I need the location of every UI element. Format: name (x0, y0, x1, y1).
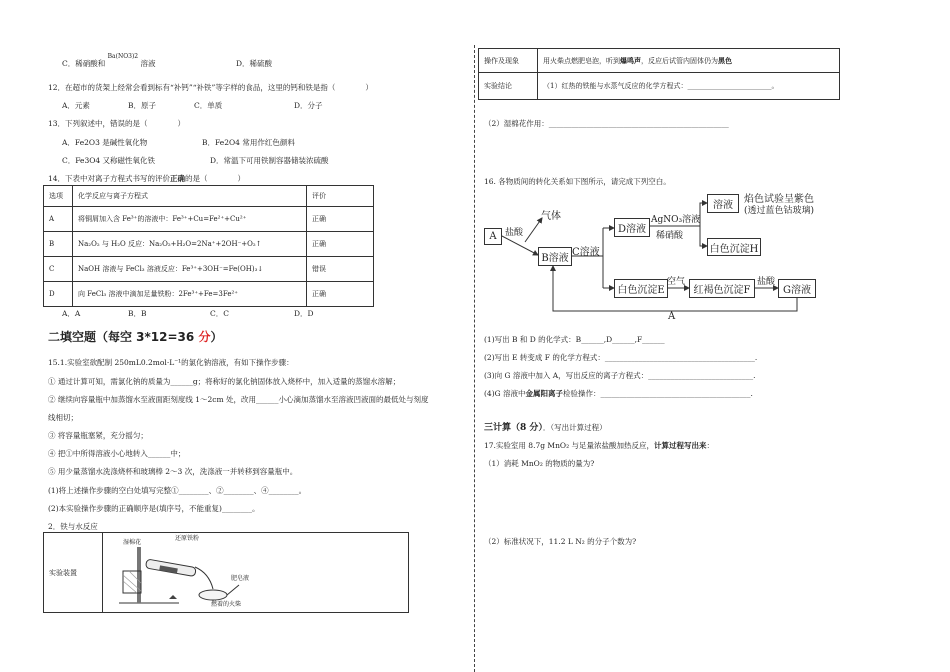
q11-c-text2: 溶液 (140, 59, 156, 68)
q12-opt-d: D．分子 (294, 101, 323, 110)
table-cell: （1）红热的铁能与水蒸气反应的化学方程式：________________________。 (538, 73, 840, 100)
node-solution: 溶液 (707, 194, 739, 213)
q17-sub-2: （2）标准状况下，11.2 L N₂ 的分子个数为? (484, 537, 637, 546)
q14-stem-c: 的是（ ） (185, 174, 246, 183)
q11-option-d: D．稀硫酸 (236, 59, 273, 68)
q11-c-formula: Ba(NO3)2 (107, 53, 139, 60)
table-cell: 正确 (307, 207, 374, 232)
section-3-heading-note: ．（写出计算过程） (542, 423, 607, 432)
q16-sub-4-bold: 金属阳离子 (525, 389, 563, 398)
label-hno3: 稀硝酸 (656, 231, 684, 241)
q15-step-1: ① 通过计算可知，需氯化钠的质量为______g；将称好的氯化钠固体放入烧杯中，加入适量的蒸馏水溶解； (48, 377, 401, 386)
q15-sub-1: (1)将上述操作步骤的空白处填写完整①________、②________、④________。 (48, 486, 307, 495)
table-header-cell: 选项 (44, 186, 73, 207)
section-3-heading (484, 420, 607, 433)
q15-step-5: ⑤ 用少量蒸馏水洗涤烧杯和玻璃棒 2～3 次，洗涤液一并转移到容量瓶中。 (48, 467, 298, 476)
q14-opt-d: D．D (294, 309, 314, 318)
q13-opt-a: A．Fe2O3 是碱性氧化物 (62, 138, 148, 147)
q12-stem: 12．在超市的货架上经常会看到标有“补钙”“补铁”等字样的食品，这里的钙和铁是指（ ） (48, 83, 373, 92)
node-white-precipitate-H: 白色沉淀H (707, 238, 761, 256)
table-cell: D (44, 282, 73, 307)
q17-stem-c: ： (706, 441, 714, 450)
section-2-heading-c: ） (210, 330, 223, 344)
label-agno3: AgNO₃溶液 (651, 215, 701, 225)
q16-sub-1: (1)写出 B 和 D 的化学式：B______,D______,F______ (484, 335, 665, 344)
q12-opt-c: C．单质 (194, 101, 223, 110)
node-red-brown-precipitate-F: 红褐色沉淀F (689, 279, 755, 298)
node-D-solution: D溶液 (614, 218, 650, 237)
experiment-label-cell: 实验装置 (44, 533, 103, 613)
table-header-cell: 操作及现象 (479, 49, 538, 73)
q16-sub-3: (3)向 G 溶液中加入 A，写出反应的离子方程式：____________________________. (484, 371, 756, 380)
observation-bold-1: 爆鸣声 (620, 55, 641, 65)
q16-sub-2: (2)写出 E 转变成 F 的化学方程式：________________________________________. (484, 353, 758, 362)
label-A-return: A (668, 311, 676, 322)
label-soap-solution: 肥皂液 (231, 575, 250, 582)
table-cell: A (44, 207, 73, 232)
table-cell: 向 FeCl₃ 溶液中滴加足量铁粉：2Fe³⁺+Fe=3Fe²⁺ (73, 282, 307, 307)
observation-text-c: ，反应后试管内固体仍为 (641, 56, 718, 65)
q11-c-text: C．稀硝酸和 (62, 59, 106, 68)
q14-opt-a: A．A (62, 309, 81, 318)
table-cell: 错误 (307, 257, 374, 282)
q14-stem-bold: 正确 (170, 174, 186, 183)
q15-cotton-purpose: （2）湿棉花作用：________________________________________________ (484, 119, 729, 128)
label-gas: 气体 (541, 211, 561, 222)
section-3-heading-bold: 三计算（8 分） (484, 423, 543, 433)
q16-sub-4-c: 检验操作：________________________________________. (563, 389, 753, 398)
table-header-cell: 实验结论 (479, 73, 538, 100)
table-cell: Na₂O₂ 与 H₂O 反应：Na₂O₂+H₂O=2Na⁺+2OH⁻+O₂↑ (73, 232, 307, 257)
table-header-cell: 评价 (307, 186, 374, 207)
node-G-solution: G溶液 (778, 279, 816, 298)
q15-step-2: ② 继续向容量瓶中加蒸馏水至液面距刻度线 1～2cm 处，改用______小心滴加蒸馏水至溶液凹液面的最低处与刻度 (48, 395, 429, 404)
label-wet-cotton: 湿棉花 (123, 539, 142, 546)
q17-stem (484, 440, 714, 451)
label-burning-match: 燃着的火柴 (211, 601, 242, 608)
observation-text-a: 用火柴点燃肥皂泡，听到 (543, 56, 620, 65)
section-2-heading-red: 分 (198, 330, 211, 344)
q14-stem-a: 14．下表中对离子方程式书写的评价 (48, 174, 171, 183)
label-C-solution: C溶液 (572, 247, 600, 258)
q15-part2-title: 2．铁与水反应 (48, 522, 98, 531)
label-flame-test: 焰色试验呈紫色 (744, 194, 814, 205)
q15-step-2-cont: 线相切； (48, 413, 78, 422)
q16-sub-4-a: (4)G 溶液中 (484, 389, 526, 398)
label-hcl-2: 盐酸 (757, 277, 776, 287)
q16-stem: 16. 各物质间的转化关系如下图所示，请完成下列空白。 (484, 177, 671, 186)
q13-opt-b: B．Fe2O4 常用作红色颜料 (202, 138, 295, 147)
label-hcl-1: 盐酸 (505, 228, 524, 238)
table-cell: 将铜屑加入含 Fe³⁺的溶液中：Fe³⁺+Cu=Fe²⁺+Cu²⁺ (73, 207, 307, 232)
q13-opt-c: C．Fe3O4 又称磁性氧化铁 (62, 156, 156, 165)
q15-step-3: ③ 将容量瓶塞紧，充分摇匀； (48, 431, 148, 440)
node-B-solution: B溶液 (538, 247, 572, 266)
label-cobalt-glass: (透过蓝色钴玻璃) (744, 206, 815, 216)
table-cell: C (44, 257, 73, 282)
q15-stem: 15.1.实验室欲配制 250mL0.2mol·L⁻¹的氯化钠溶液，有如下操作步骤： (48, 358, 294, 367)
q13-stem: 13．下列叙述中，错误的是（ ） (48, 119, 186, 128)
q15-step-4: ④ 把①中所得溶液小心地转入______中； (48, 449, 186, 458)
observation-bold-2: 黑色 (718, 55, 732, 65)
label-air: 空气 (667, 277, 686, 287)
q12-opt-b: B．原子 (128, 101, 157, 110)
q17-sub-1: （1）消耗 MnO₂ 的物质的量为? (484, 459, 595, 468)
q15-sub-2: (2)本实验操作步骤的正确顺序是(填序号，不能重复)________。 (48, 504, 260, 513)
q12-opt-a: A．元素 (62, 101, 90, 110)
section-2-heading-a: 二填空题（每空 3*12=36 (48, 330, 199, 344)
q14-opt-b: B．B (128, 309, 147, 318)
node-A: A (484, 228, 502, 245)
node-white-precipitate-E: 白色沉淀E (614, 279, 668, 298)
q17-stem-a: 17.实验室用 8.7g MnO₂ 与足量浓盐酸加热反应， (484, 441, 654, 450)
table-cell: NaOH 溶液与 FeCl₃ 溶液反应：Fe³⁺+3OH⁻=Fe(OH)₃↓ (73, 257, 307, 282)
table-cell: B (44, 232, 73, 257)
table-cell: 正确 (307, 232, 374, 257)
q17-stem-bold: 计算过程写出来 (653, 441, 707, 450)
q16-sub-4 (484, 388, 753, 399)
table-header-cell: 化学反应与离子方程式 (73, 186, 307, 207)
table-cell: 正确 (307, 282, 374, 307)
q14-opt-c: C．C (210, 309, 229, 318)
q13-opt-d: D．常温下可用铁制容器储装浓硫酸 (210, 156, 329, 165)
label-iron-powder: 还原铁粉 (175, 535, 200, 542)
